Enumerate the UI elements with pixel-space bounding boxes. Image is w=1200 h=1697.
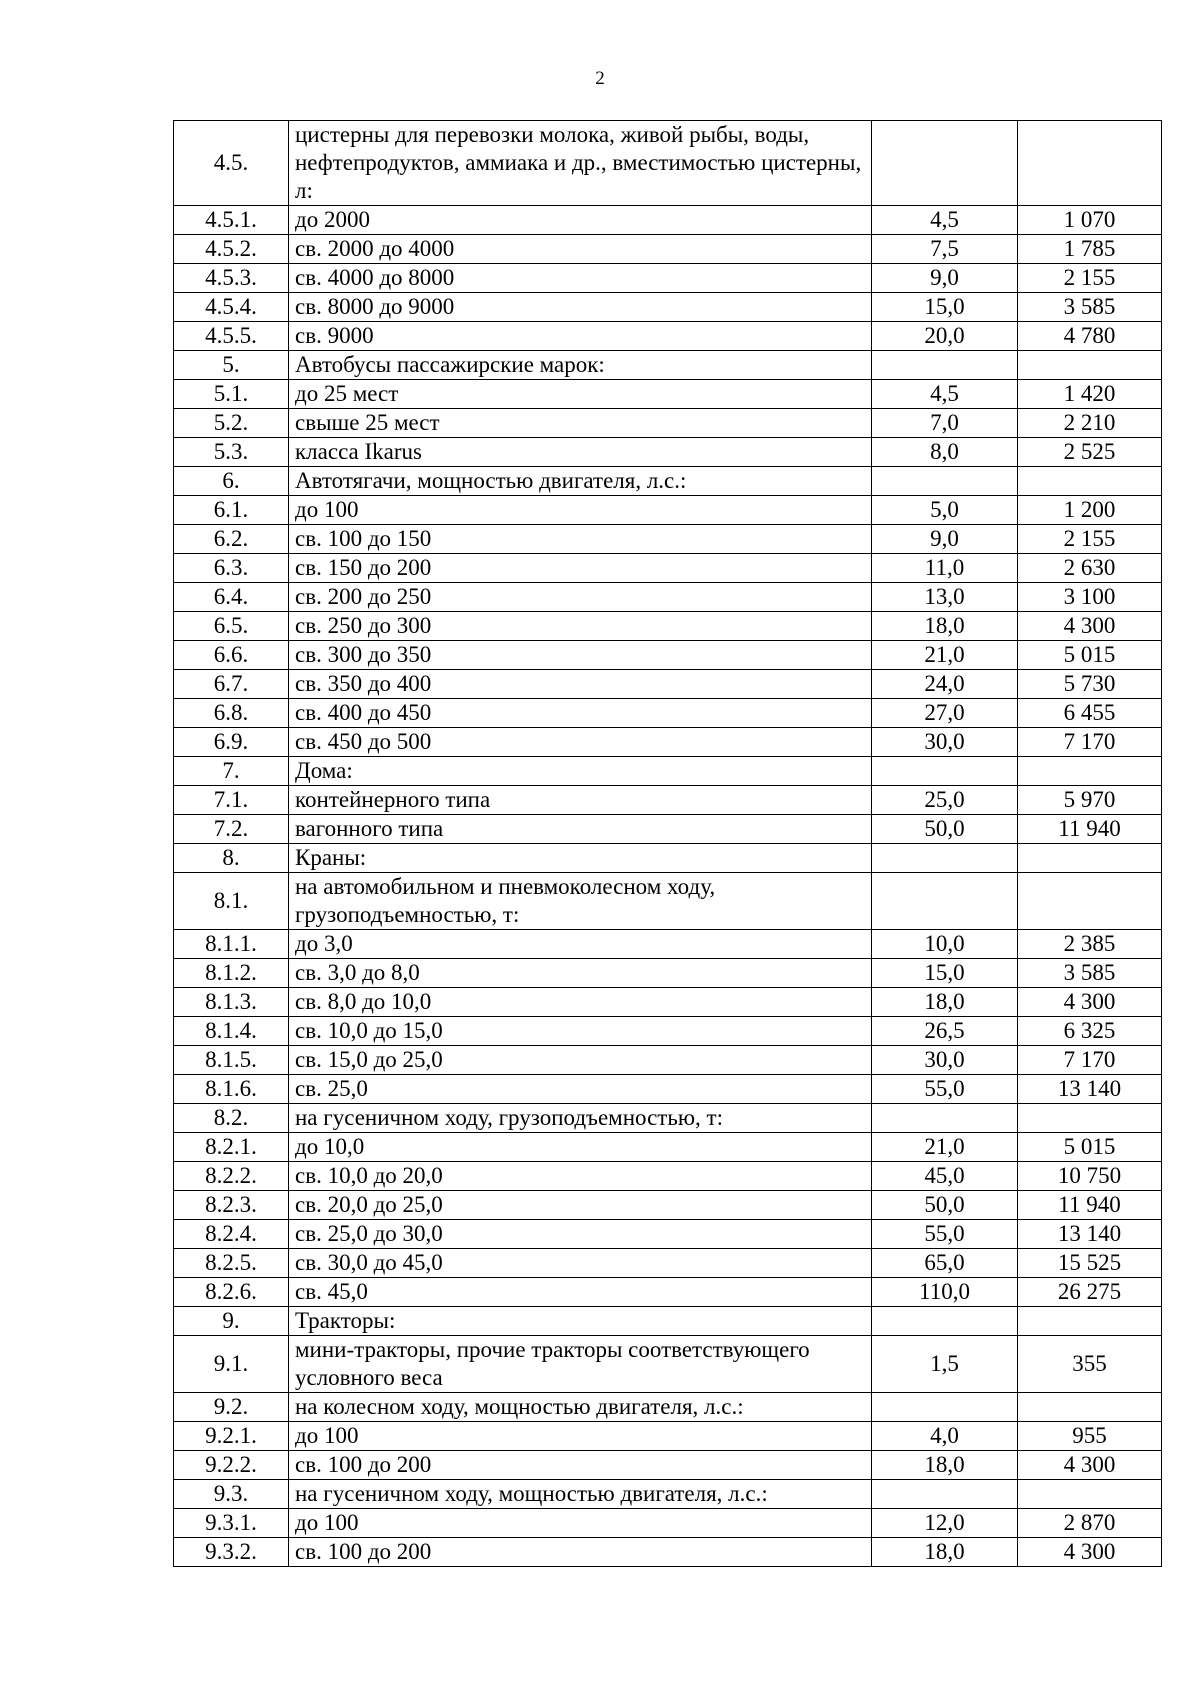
item-name: св. 450 до 500 <box>289 728 872 757</box>
item-amount: 5 015 <box>1018 641 1162 670</box>
table-row <box>174 264 1162 293</box>
item-name: св. 10,0 до 20,0 <box>289 1162 872 1191</box>
table-row <box>174 322 1162 351</box>
item-amount: 1 420 <box>1018 380 1162 409</box>
table-row <box>174 1336 1162 1393</box>
item-amount: 4 300 <box>1018 612 1162 641</box>
item-name: Тракторы: <box>289 1307 872 1336</box>
item-amount: 2 870 <box>1018 1509 1162 1538</box>
item-number: 9. <box>174 1307 289 1336</box>
item-name: св. 4000 до 8000 <box>289 264 872 293</box>
item-name: до 10,0 <box>289 1133 872 1162</box>
item-name: свыше 25 мест <box>289 409 872 438</box>
item-amount: 13 140 <box>1018 1075 1162 1104</box>
table-row <box>174 930 1162 959</box>
item-number: 8.1.3. <box>174 988 289 1017</box>
item-name: св. 30,0 до 45,0 <box>289 1249 872 1278</box>
table-row <box>174 1307 1162 1336</box>
item-number: 4.5.3. <box>174 264 289 293</box>
item-amount: 355 <box>1018 1336 1162 1393</box>
item-coefficient: 8,0 <box>872 438 1018 467</box>
item-number: 8. <box>174 844 289 873</box>
table-row <box>174 641 1162 670</box>
item-number: 8.1.6. <box>174 1075 289 1104</box>
item-amount: 13 140 <box>1018 1220 1162 1249</box>
tariff-table <box>173 120 1162 1567</box>
table-row <box>174 1278 1162 1307</box>
item-amount: 4 300 <box>1018 1538 1162 1567</box>
item-number: 5.1. <box>174 380 289 409</box>
item-amount: 3 585 <box>1018 293 1162 322</box>
item-name: Автотягачи, мощностью двигателя, л.с.: <box>289 467 872 496</box>
item-amount: 1 070 <box>1018 206 1162 235</box>
table-row <box>174 844 1162 873</box>
table-row <box>174 1480 1162 1509</box>
table-row <box>174 988 1162 1017</box>
item-number: 6.8. <box>174 699 289 728</box>
item-name: св. 100 до 200 <box>289 1538 872 1567</box>
item-name: св. 200 до 250 <box>289 583 872 612</box>
item-name: Краны: <box>289 844 872 873</box>
item-coefficient: 21,0 <box>872 641 1018 670</box>
item-coefficient: 1,5 <box>872 1336 1018 1393</box>
item-number: 5.2. <box>174 409 289 438</box>
item-amount <box>1018 467 1162 496</box>
item-number: 8.1.4. <box>174 1017 289 1046</box>
item-name: св. 8,0 до 10,0 <box>289 988 872 1017</box>
table-row <box>174 467 1162 496</box>
item-amount: 10 750 <box>1018 1162 1162 1191</box>
item-coefficient: 13,0 <box>872 583 1018 612</box>
item-name: св. 8000 до 9000 <box>289 293 872 322</box>
item-coefficient: 9,0 <box>872 525 1018 554</box>
item-number: 5.3. <box>174 438 289 467</box>
item-coefficient: 110,0 <box>872 1278 1018 1307</box>
table-row <box>174 438 1162 467</box>
item-name: до 2000 <box>289 206 872 235</box>
item-number: 6.6. <box>174 641 289 670</box>
item-coefficient <box>872 1104 1018 1133</box>
table-row <box>174 1422 1162 1451</box>
item-coefficient <box>872 1307 1018 1336</box>
item-number: 7.2. <box>174 815 289 844</box>
item-coefficient: 26,5 <box>872 1017 1018 1046</box>
item-coefficient: 4,5 <box>872 380 1018 409</box>
item-name: контейнерного типа <box>289 786 872 815</box>
item-name: на колесном ходу, мощностью двигателя, л.с.: <box>289 1393 872 1422</box>
item-coefficient: 21,0 <box>872 1133 1018 1162</box>
item-name: св. 350 до 400 <box>289 670 872 699</box>
item-coefficient: 18,0 <box>872 1538 1018 1567</box>
table-row <box>174 525 1162 554</box>
item-number: 4.5. <box>174 121 289 206</box>
table-row <box>174 583 1162 612</box>
table-row <box>174 873 1162 930</box>
item-amount: 5 970 <box>1018 786 1162 815</box>
table-row <box>174 1249 1162 1278</box>
item-amount: 4 300 <box>1018 1451 1162 1480</box>
item-coefficient <box>872 467 1018 496</box>
item-amount <box>1018 121 1162 206</box>
table-row <box>174 1393 1162 1422</box>
item-number: 8.2.2. <box>174 1162 289 1191</box>
item-coefficient: 55,0 <box>872 1220 1018 1249</box>
item-number: 9.3.1. <box>174 1509 289 1538</box>
item-number: 8.1.5. <box>174 1046 289 1075</box>
item-name: класса Ikarus <box>289 438 872 467</box>
item-number: 6.7. <box>174 670 289 699</box>
item-coefficient: 5,0 <box>872 496 1018 525</box>
table-row <box>174 409 1162 438</box>
item-number: 7. <box>174 757 289 786</box>
item-coefficient: 15,0 <box>872 293 1018 322</box>
item-coefficient <box>872 844 1018 873</box>
item-name: Автобусы пассажирские марок: <box>289 351 872 380</box>
item-name: св. 100 до 150 <box>289 525 872 554</box>
item-amount: 955 <box>1018 1422 1162 1451</box>
item-amount: 26 275 <box>1018 1278 1162 1307</box>
item-name: св. 45,0 <box>289 1278 872 1307</box>
item-amount: 1 785 <box>1018 235 1162 264</box>
item-amount: 7 170 <box>1018 1046 1162 1075</box>
item-name: св. 100 до 200 <box>289 1451 872 1480</box>
item-amount: 11 940 <box>1018 815 1162 844</box>
item-number: 8.2.3. <box>174 1191 289 1220</box>
item-name: св. 3,0 до 8,0 <box>289 959 872 988</box>
item-name: на автомобильном и пневмоколесном ходу, грузоподъемностью, т: <box>289 873 872 930</box>
item-number: 8.2.5. <box>174 1249 289 1278</box>
table-row <box>174 1451 1162 1480</box>
item-number: 9.3.2. <box>174 1538 289 1567</box>
item-number: 8.2.4. <box>174 1220 289 1249</box>
item-name: на гусеничном ходу, грузоподъемностью, т: <box>289 1104 872 1133</box>
table-row <box>174 1104 1162 1133</box>
item-amount <box>1018 757 1162 786</box>
item-number: 8.2.1. <box>174 1133 289 1162</box>
item-amount <box>1018 873 1162 930</box>
table-row <box>174 1220 1162 1249</box>
item-number: 8.1.2. <box>174 959 289 988</box>
item-name: мини-тракторы, прочие тракторы соответствующего условного веса <box>289 1336 872 1393</box>
item-coefficient: 20,0 <box>872 322 1018 351</box>
table-row <box>174 1046 1162 1075</box>
item-coefficient: 4,5 <box>872 206 1018 235</box>
item-amount: 15 525 <box>1018 1249 1162 1278</box>
table-row <box>174 1017 1162 1046</box>
item-amount: 3 585 <box>1018 959 1162 988</box>
item-name: цистерны для перевозки молока, живой рыбы, воды, нефтепродуктов, аммиака и др., вместимостью цистерны, л: <box>289 121 872 206</box>
item-coefficient <box>872 1393 1018 1422</box>
item-number: 4.5.5. <box>174 322 289 351</box>
item-number: 8.2. <box>174 1104 289 1133</box>
table-row <box>174 1075 1162 1104</box>
item-name: вагонного типа <box>289 815 872 844</box>
table-row <box>174 1509 1162 1538</box>
item-number: 4.5.1. <box>174 206 289 235</box>
item-number: 4.5.4. <box>174 293 289 322</box>
item-number: 5. <box>174 351 289 380</box>
item-coefficient <box>872 1480 1018 1509</box>
table-row <box>174 815 1162 844</box>
item-number: 6.4. <box>174 583 289 612</box>
item-number: 9.1. <box>174 1336 289 1393</box>
item-name: до 100 <box>289 496 872 525</box>
item-coefficient: 11,0 <box>872 554 1018 583</box>
item-amount: 11 940 <box>1018 1191 1162 1220</box>
item-amount: 2 630 <box>1018 554 1162 583</box>
item-coefficient: 24,0 <box>872 670 1018 699</box>
item-number: 7.1. <box>174 786 289 815</box>
item-coefficient <box>872 351 1018 380</box>
item-amount <box>1018 1480 1162 1509</box>
table-row <box>174 959 1162 988</box>
item-amount: 2 210 <box>1018 409 1162 438</box>
item-coefficient: 30,0 <box>872 728 1018 757</box>
item-number: 6. <box>174 467 289 496</box>
table-row <box>174 351 1162 380</box>
item-number: 6.2. <box>174 525 289 554</box>
item-name: св. 9000 <box>289 322 872 351</box>
item-amount: 7 170 <box>1018 728 1162 757</box>
item-coefficient <box>872 121 1018 206</box>
item-amount: 2 155 <box>1018 525 1162 554</box>
item-coefficient: 10,0 <box>872 930 1018 959</box>
item-amount: 2 385 <box>1018 930 1162 959</box>
table-row <box>174 1191 1162 1220</box>
item-amount: 5 730 <box>1018 670 1162 699</box>
item-name: до 100 <box>289 1422 872 1451</box>
item-number: 9.2.1. <box>174 1422 289 1451</box>
table-row <box>174 380 1162 409</box>
table-row <box>174 235 1162 264</box>
item-number: 6.3. <box>174 554 289 583</box>
item-number: 6.1. <box>174 496 289 525</box>
table-row <box>174 786 1162 815</box>
table-row <box>174 496 1162 525</box>
item-coefficient: 45,0 <box>872 1162 1018 1191</box>
item-coefficient: 7,5 <box>872 235 1018 264</box>
item-amount <box>1018 1104 1162 1133</box>
item-amount <box>1018 1393 1162 1422</box>
item-name: св. 20,0 до 25,0 <box>289 1191 872 1220</box>
item-name: на гусеничном ходу, мощностью двигателя, л.с.: <box>289 1480 872 1509</box>
item-name: св. 300 до 350 <box>289 641 872 670</box>
item-amount: 6 325 <box>1018 1017 1162 1046</box>
item-name: до 3,0 <box>289 930 872 959</box>
item-amount: 5 015 <box>1018 1133 1162 1162</box>
table-row <box>174 1538 1162 1567</box>
item-coefficient: 18,0 <box>872 1451 1018 1480</box>
item-name: св. 250 до 300 <box>289 612 872 641</box>
item-coefficient: 55,0 <box>872 1075 1018 1104</box>
item-coefficient: 18,0 <box>872 612 1018 641</box>
table-row <box>174 554 1162 583</box>
item-name: до 25 мест <box>289 380 872 409</box>
item-number: 8.2.6. <box>174 1278 289 1307</box>
item-coefficient: 50,0 <box>872 815 1018 844</box>
item-name: св. 10,0 до 15,0 <box>289 1017 872 1046</box>
item-coefficient: 65,0 <box>872 1249 1018 1278</box>
item-number: 8.1. <box>174 873 289 930</box>
item-number: 4.5.2. <box>174 235 289 264</box>
item-coefficient: 15,0 <box>872 959 1018 988</box>
item-coefficient: 30,0 <box>872 1046 1018 1075</box>
item-coefficient: 7,0 <box>872 409 1018 438</box>
table-row <box>174 612 1162 641</box>
table-row <box>174 121 1162 206</box>
item-name: св. 150 до 200 <box>289 554 872 583</box>
table-row <box>174 1133 1162 1162</box>
item-name: св. 25,0 до 30,0 <box>289 1220 872 1249</box>
item-name: св. 2000 до 4000 <box>289 235 872 264</box>
page-number: 2 <box>595 68 605 89</box>
item-amount <box>1018 844 1162 873</box>
item-number: 6.9. <box>174 728 289 757</box>
table-row <box>174 728 1162 757</box>
item-amount: 4 780 <box>1018 322 1162 351</box>
item-amount: 4 300 <box>1018 988 1162 1017</box>
item-name: св. 15,0 до 25,0 <box>289 1046 872 1075</box>
item-number: 9.3. <box>174 1480 289 1509</box>
item-amount: 1 200 <box>1018 496 1162 525</box>
item-amount: 6 455 <box>1018 699 1162 728</box>
item-name: до 100 <box>289 1509 872 1538</box>
item-amount <box>1018 1307 1162 1336</box>
item-coefficient: 50,0 <box>872 1191 1018 1220</box>
item-coefficient: 27,0 <box>872 699 1018 728</box>
table-row <box>174 670 1162 699</box>
table-row <box>174 699 1162 728</box>
item-name: св. 25,0 <box>289 1075 872 1104</box>
item-amount: 3 100 <box>1018 583 1162 612</box>
item-amount: 2 525 <box>1018 438 1162 467</box>
item-name: св. 400 до 450 <box>289 699 872 728</box>
item-coefficient: 25,0 <box>872 786 1018 815</box>
item-number: 8.1.1. <box>174 930 289 959</box>
item-number: 9.2. <box>174 1393 289 1422</box>
item-amount: 2 155 <box>1018 264 1162 293</box>
table-row <box>174 757 1162 786</box>
item-coefficient <box>872 757 1018 786</box>
item-name: Дома: <box>289 757 872 786</box>
item-coefficient: 9,0 <box>872 264 1018 293</box>
item-coefficient <box>872 873 1018 930</box>
table-row <box>174 293 1162 322</box>
item-amount <box>1018 351 1162 380</box>
item-coefficient: 18,0 <box>872 988 1018 1017</box>
table-row <box>174 206 1162 235</box>
table-body <box>174 121 1162 1567</box>
table-row <box>174 1162 1162 1191</box>
item-number: 9.2.2. <box>174 1451 289 1480</box>
item-coefficient: 12,0 <box>872 1509 1018 1538</box>
item-coefficient: 4,0 <box>872 1422 1018 1451</box>
item-number: 6.5. <box>174 612 289 641</box>
